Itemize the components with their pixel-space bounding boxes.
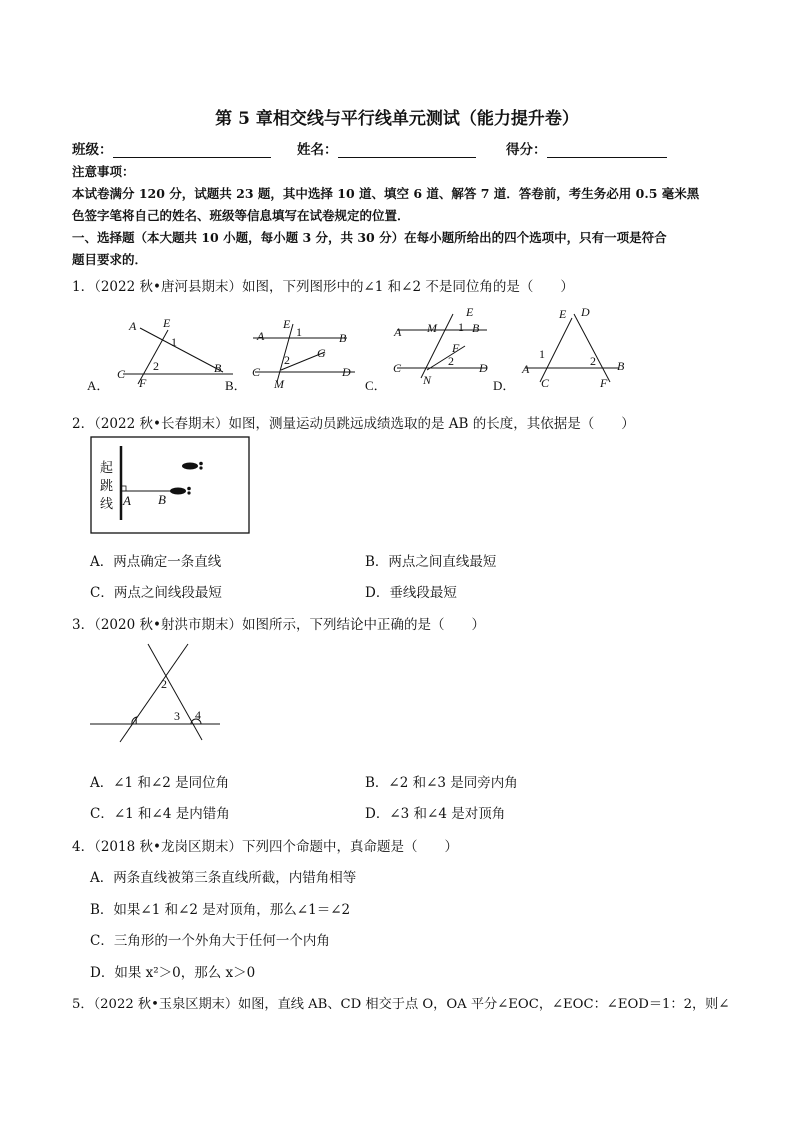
figD-point-A: A (522, 362, 530, 376)
q2-option-b[interactable]: B．两点之间直线最短 (365, 554, 497, 570)
q3-angle-4: 4 (195, 708, 201, 722)
q4-option-d[interactable]: D．如果 x²＞0，那么 x＞0 (90, 965, 256, 981)
figB-point-D: D (342, 365, 351, 379)
figC-angle-1: 1 (458, 320, 464, 334)
name-label: 姓名： (297, 142, 338, 158)
q3-angle-2: 2 (161, 677, 167, 691)
figC-point-B: B (472, 321, 480, 335)
figB-point-E: E (283, 317, 291, 331)
figD-line-DF (574, 314, 610, 382)
figA-point-B: B (214, 361, 222, 375)
figD-point-F: F (600, 376, 608, 390)
figB-point-G: G (317, 346, 326, 360)
q2-point-B: B (158, 492, 166, 507)
figB-point-M: M (274, 377, 284, 391)
figA-point-A: A (129, 319, 137, 333)
figD-point-C: C (541, 376, 550, 390)
q2-point-A: A (123, 493, 131, 508)
page-title: 第 5 章相交线与平行线单元测试（能力提升卷） (215, 109, 579, 129)
figB-angle-2: 2 (284, 353, 290, 367)
score-label: 得分： (506, 142, 547, 158)
figD-point-E: E (559, 307, 567, 321)
q3-angle-3: 3 (174, 709, 180, 723)
q3-option-a[interactable]: A．∠1 和∠2 是同位角 (90, 775, 230, 791)
q2-option-c[interactable]: C．两点之间线段最短 (90, 585, 222, 601)
figC-point-D: D (479, 361, 488, 375)
figB-point-A: A (257, 329, 265, 343)
q2-char-1: 起 (100, 460, 114, 475)
question-2-figure (90, 436, 252, 536)
q4-option-a[interactable]: A．两条直线被第三条直线所截，内错角相等 (90, 870, 357, 886)
notice-heading: 注意事项： (72, 164, 135, 179)
q3-option-d[interactable]: D．∠3 和∠4 是对顶角 (365, 806, 506, 822)
section1-line2: 题目要求的． (72, 252, 148, 267)
class-label: 班级： (72, 142, 113, 158)
figC-angle-2: 2 (448, 354, 454, 368)
figD-point-B: B (617, 359, 625, 373)
question-2-stem: 2．（2022 秋•长春期末）如图，测量运动员跳远成绩选取的是 AB 的长度，其依据是（ ） (72, 416, 635, 432)
footprints-icon (170, 462, 203, 495)
section1-line1: 一、选择题（本大题共 10 小题，每小题 3 分，共 30 分）在每小题所给出的四个选项中，只有一项是符合 (72, 230, 667, 245)
figD-point-D: D (581, 305, 590, 319)
figD-angle-2: 2 (590, 354, 596, 368)
q2-option-a[interactable]: A．两点确定一条直线 (90, 554, 222, 570)
figB-label: B． (225, 378, 247, 393)
figD-label: D． (493, 378, 516, 393)
q4-option-b[interactable]: B．如果∠1 和∠2 是对顶角，那么∠1＝∠2 (90, 902, 351, 918)
figB-angle-1: 1 (296, 325, 302, 339)
figA-point-E: E (163, 316, 171, 330)
figB-point-B: B (339, 331, 347, 345)
question-1-figures (85, 300, 745, 396)
figC-point-C: C (393, 361, 402, 375)
figA-angle-2: 2 (153, 359, 159, 373)
q3-option-b[interactable]: B．∠2 和∠3 是同旁内角 (365, 775, 518, 791)
class-blank[interactable] (113, 143, 271, 158)
q4-option-c[interactable]: C．三角形的一个外角大于任何一个内角 (90, 933, 330, 949)
question-4-stem: 4．（2018 秋•龙岗区期末）下列四个命题中，真命题是（ ） (72, 839, 458, 855)
score-field (506, 138, 667, 158)
question-3-figure (88, 640, 228, 750)
figC-point-N: N (423, 373, 432, 387)
question-1-stem: 1．（2022 秋•唐河县期末）如图，下列图形中的∠1 和∠2 不是同位角的是（ ） (72, 279, 574, 295)
name-field (297, 138, 476, 158)
figC-label: C． (365, 378, 387, 393)
figA-angle-1: 1 (171, 335, 177, 349)
name-blank[interactable] (338, 143, 476, 158)
q2-option-d[interactable]: D．垂线段最短 (365, 585, 457, 601)
q3-line-left (120, 644, 188, 742)
figD-angle-1: 1 (539, 347, 545, 361)
question-5-stem: 5．（2022 秋•玉泉区期末）如图，直线 AB、CD 相交于点 O，OA 平分∠EOC，∠EOC：∠EOD＝1：2，则∠ (72, 997, 730, 1012)
q2-frame (91, 437, 249, 533)
class-field (72, 138, 271, 158)
q3-line-right (148, 644, 202, 740)
q3-option-c[interactable]: C．∠1 和∠4 是内错角 (90, 806, 230, 822)
notice-line2: 色签字笔将自己的姓名、班级等信息填写在试卷规定的位置． (72, 208, 410, 223)
question-3-stem: 3．（2020 秋•射洪市期末）如图所示，下列结论中正确的是（ ） (72, 617, 485, 633)
q3-angle-1: 1 (133, 713, 139, 727)
figA-point-F: F (139, 376, 147, 390)
figC-point-A: A (394, 325, 402, 339)
score-blank[interactable] (547, 143, 667, 158)
q2-char-3: 线 (100, 496, 114, 511)
figA-point-C: C (117, 367, 126, 381)
figC-point-E: E (466, 305, 474, 319)
notice-line1: 本试卷满分 120 分，试题共 23 题，其中选择 10 道、填空 6 道、解答 7 道．答卷前，考生务必用 0.5 毫米黑 (72, 186, 700, 201)
q2-char-2: 跳 (100, 478, 114, 493)
figA-label: A． (87, 378, 110, 393)
figC-point-F: F (452, 341, 460, 355)
figC-point-M: M (427, 321, 437, 335)
figB-point-C: C (252, 365, 261, 379)
